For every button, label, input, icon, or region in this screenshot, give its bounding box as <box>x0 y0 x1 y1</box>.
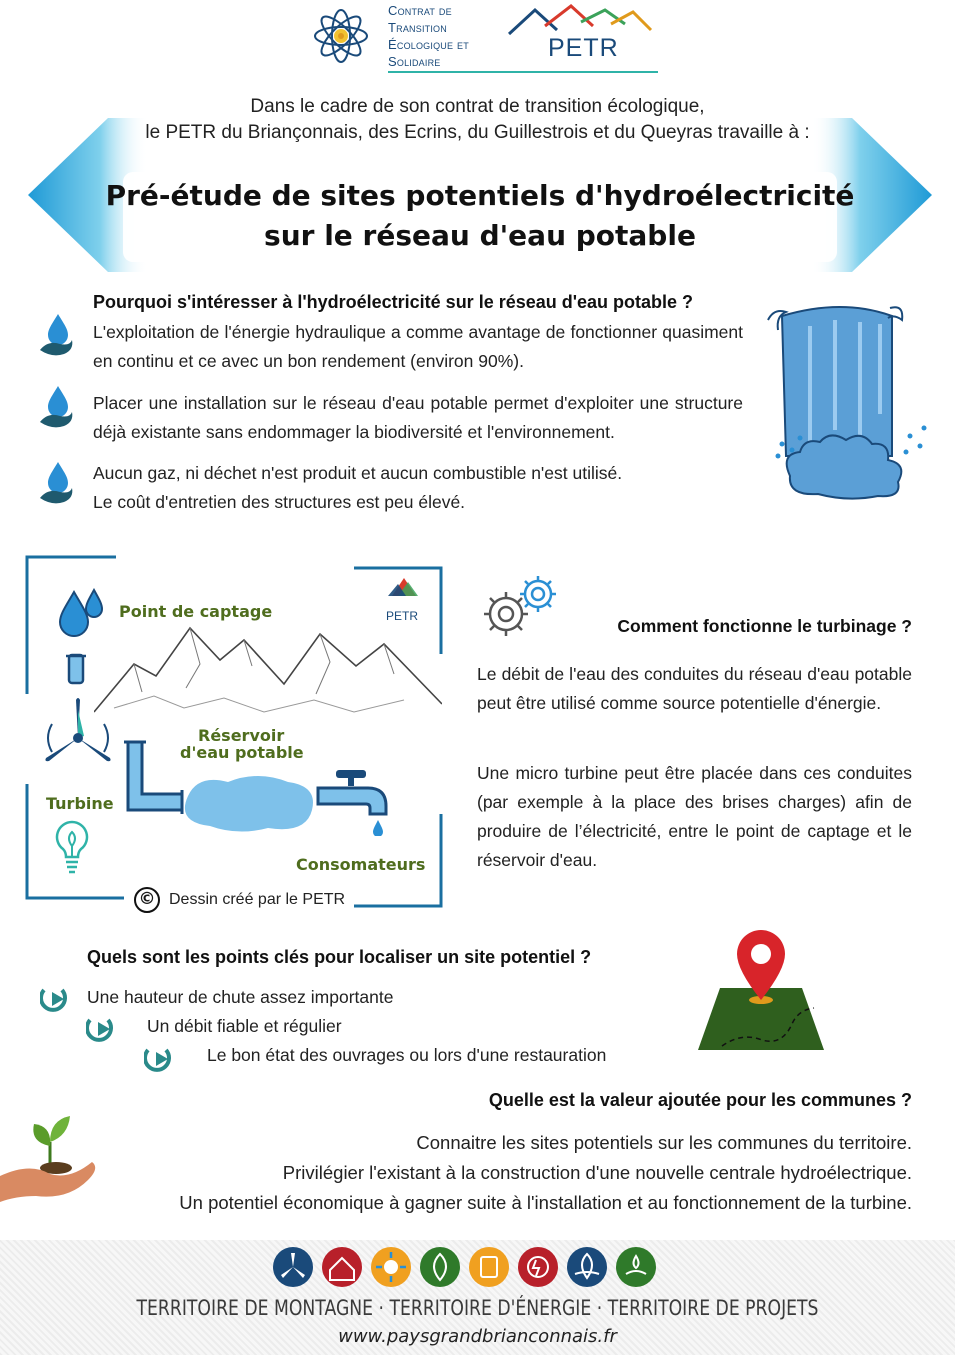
consommateurs-label: Consomateurs <box>296 855 426 874</box>
turbinage-para-2: Une micro turbine peut être placée dans ces conduites (par exemple à la place des brises charges) afin de produire de l’électricité, entre le point de captage et le réservoir d'eau. <box>477 763 912 870</box>
footer-tagline: TERRITOIRE DE MONTAGNE · TERRITOIRE D'ÉNERGIE · TERRITOIRE DE PROJETS <box>136 1296 819 1320</box>
arrow-bullet-icon <box>86 1014 116 1044</box>
footer-theme-icons <box>270 1244 660 1290</box>
point-captage-label: Point de captage <box>119 602 273 621</box>
page-title-line-1: Pré-étude de sites potentiels d'hydroélectricité <box>105 179 855 212</box>
communes-question: Quelle est la valeur ajoutée pour les communes ? <box>488 1090 912 1110</box>
why-item-3: Aucun gaz, ni déchet n'est produit et aucun combustible n'est utilisé. <box>93 463 623 483</box>
seedling-hand-icon <box>0 1106 98 1202</box>
why-item-2: Placer une installation sur le réseau d'eau potable permet d'exploiter une structure déjà existante sans endommager la biodiversité et l'environnement. <box>93 393 743 442</box>
turbine-label: Turbine <box>46 794 114 813</box>
water-tap-icon <box>316 766 396 836</box>
diagram-credit: Dessin créé par le PETR <box>169 891 346 908</box>
keypoint-item-3: Le bon état des ouvrages ou lors d'une restauration <box>207 1045 607 1065</box>
communes-item-3: Un potentiel économique à gagner suite à l'installation et au fonctionnement de la turbine. <box>179 1192 912 1213</box>
water-drop-hand-icon <box>38 384 74 432</box>
water-drop-hand-icon <box>38 312 74 360</box>
water-drop-hand-icon <box>38 460 74 508</box>
lightbulb-icon <box>52 818 92 876</box>
arrow-bullet-icon <box>144 1044 174 1074</box>
map-pin-icon <box>696 926 826 1052</box>
edelweiss-logo <box>298 2 384 70</box>
intro-line-1: Dans le cadre de son contrat de transition écologique, <box>250 96 705 117</box>
petr-logo-word: PETR <box>548 34 619 62</box>
wind-turbine-icon <box>40 696 116 786</box>
pipe-icon <box>64 652 88 686</box>
footer-url[interactable]: www.paysgrandbrianconnais.fr <box>338 1326 617 1347</box>
keypoint-item-2: Un débit fiable et régulier <box>147 1016 342 1036</box>
petr-small-logo-text: PETR <box>386 609 419 623</box>
page-title-line-2: sur le réseau d'eau potable <box>264 219 696 252</box>
reservoir-label-line-2: d'eau potable <box>180 743 304 762</box>
turbinage-para-1: Le débit de l'eau des conduites du réseau d'eau potable peut être utilisé comme source potentielle d'énergie. <box>477 664 912 713</box>
cte-logo-text: Contrat de Transition Écologique et Solidaire <box>388 3 469 69</box>
reservoir-label-line-1: Réservoir <box>198 726 285 745</box>
keypoint-item-1: Une hauteur de chute assez importante <box>87 987 394 1007</box>
copyright-icon: © <box>134 887 160 913</box>
arrow-bullet-icon <box>40 984 70 1014</box>
intro-line-2: le PETR du Briançonnais, des Ecrins, du Guillestrois et du Queyras travaille à : <box>145 122 810 143</box>
water-drops-icon <box>56 588 106 642</box>
why-item-4: Le coût d'entretien des structures est peu élevé. <box>93 492 466 512</box>
logo-underline <box>388 71 658 73</box>
communes-item-1: Connaitre les sites potentiels sur les communes du territoire. <box>416 1132 912 1153</box>
waterfall-icon <box>760 296 935 508</box>
why-question: Pourquoi s'intéresser à l'hydroélectricité sur le réseau d'eau potable ? <box>93 292 694 312</box>
petr-small-logo <box>384 574 424 608</box>
keypoints-question: Quels sont les points clés pour localiser un site potentiel ? <box>87 947 592 967</box>
why-item-1: L'exploitation de l'énergie hydraulique a comme avantage de fonctionner quasiment en continu et ce avec un bon rendement (environ 90%). <box>93 322 743 371</box>
turbinage-question: Comment fonctionne le turbinage ? <box>617 616 912 636</box>
communes-item-2: Privilégier l'existant à la construction d'une nouvelle centrale hydroélectrique. <box>282 1162 912 1183</box>
